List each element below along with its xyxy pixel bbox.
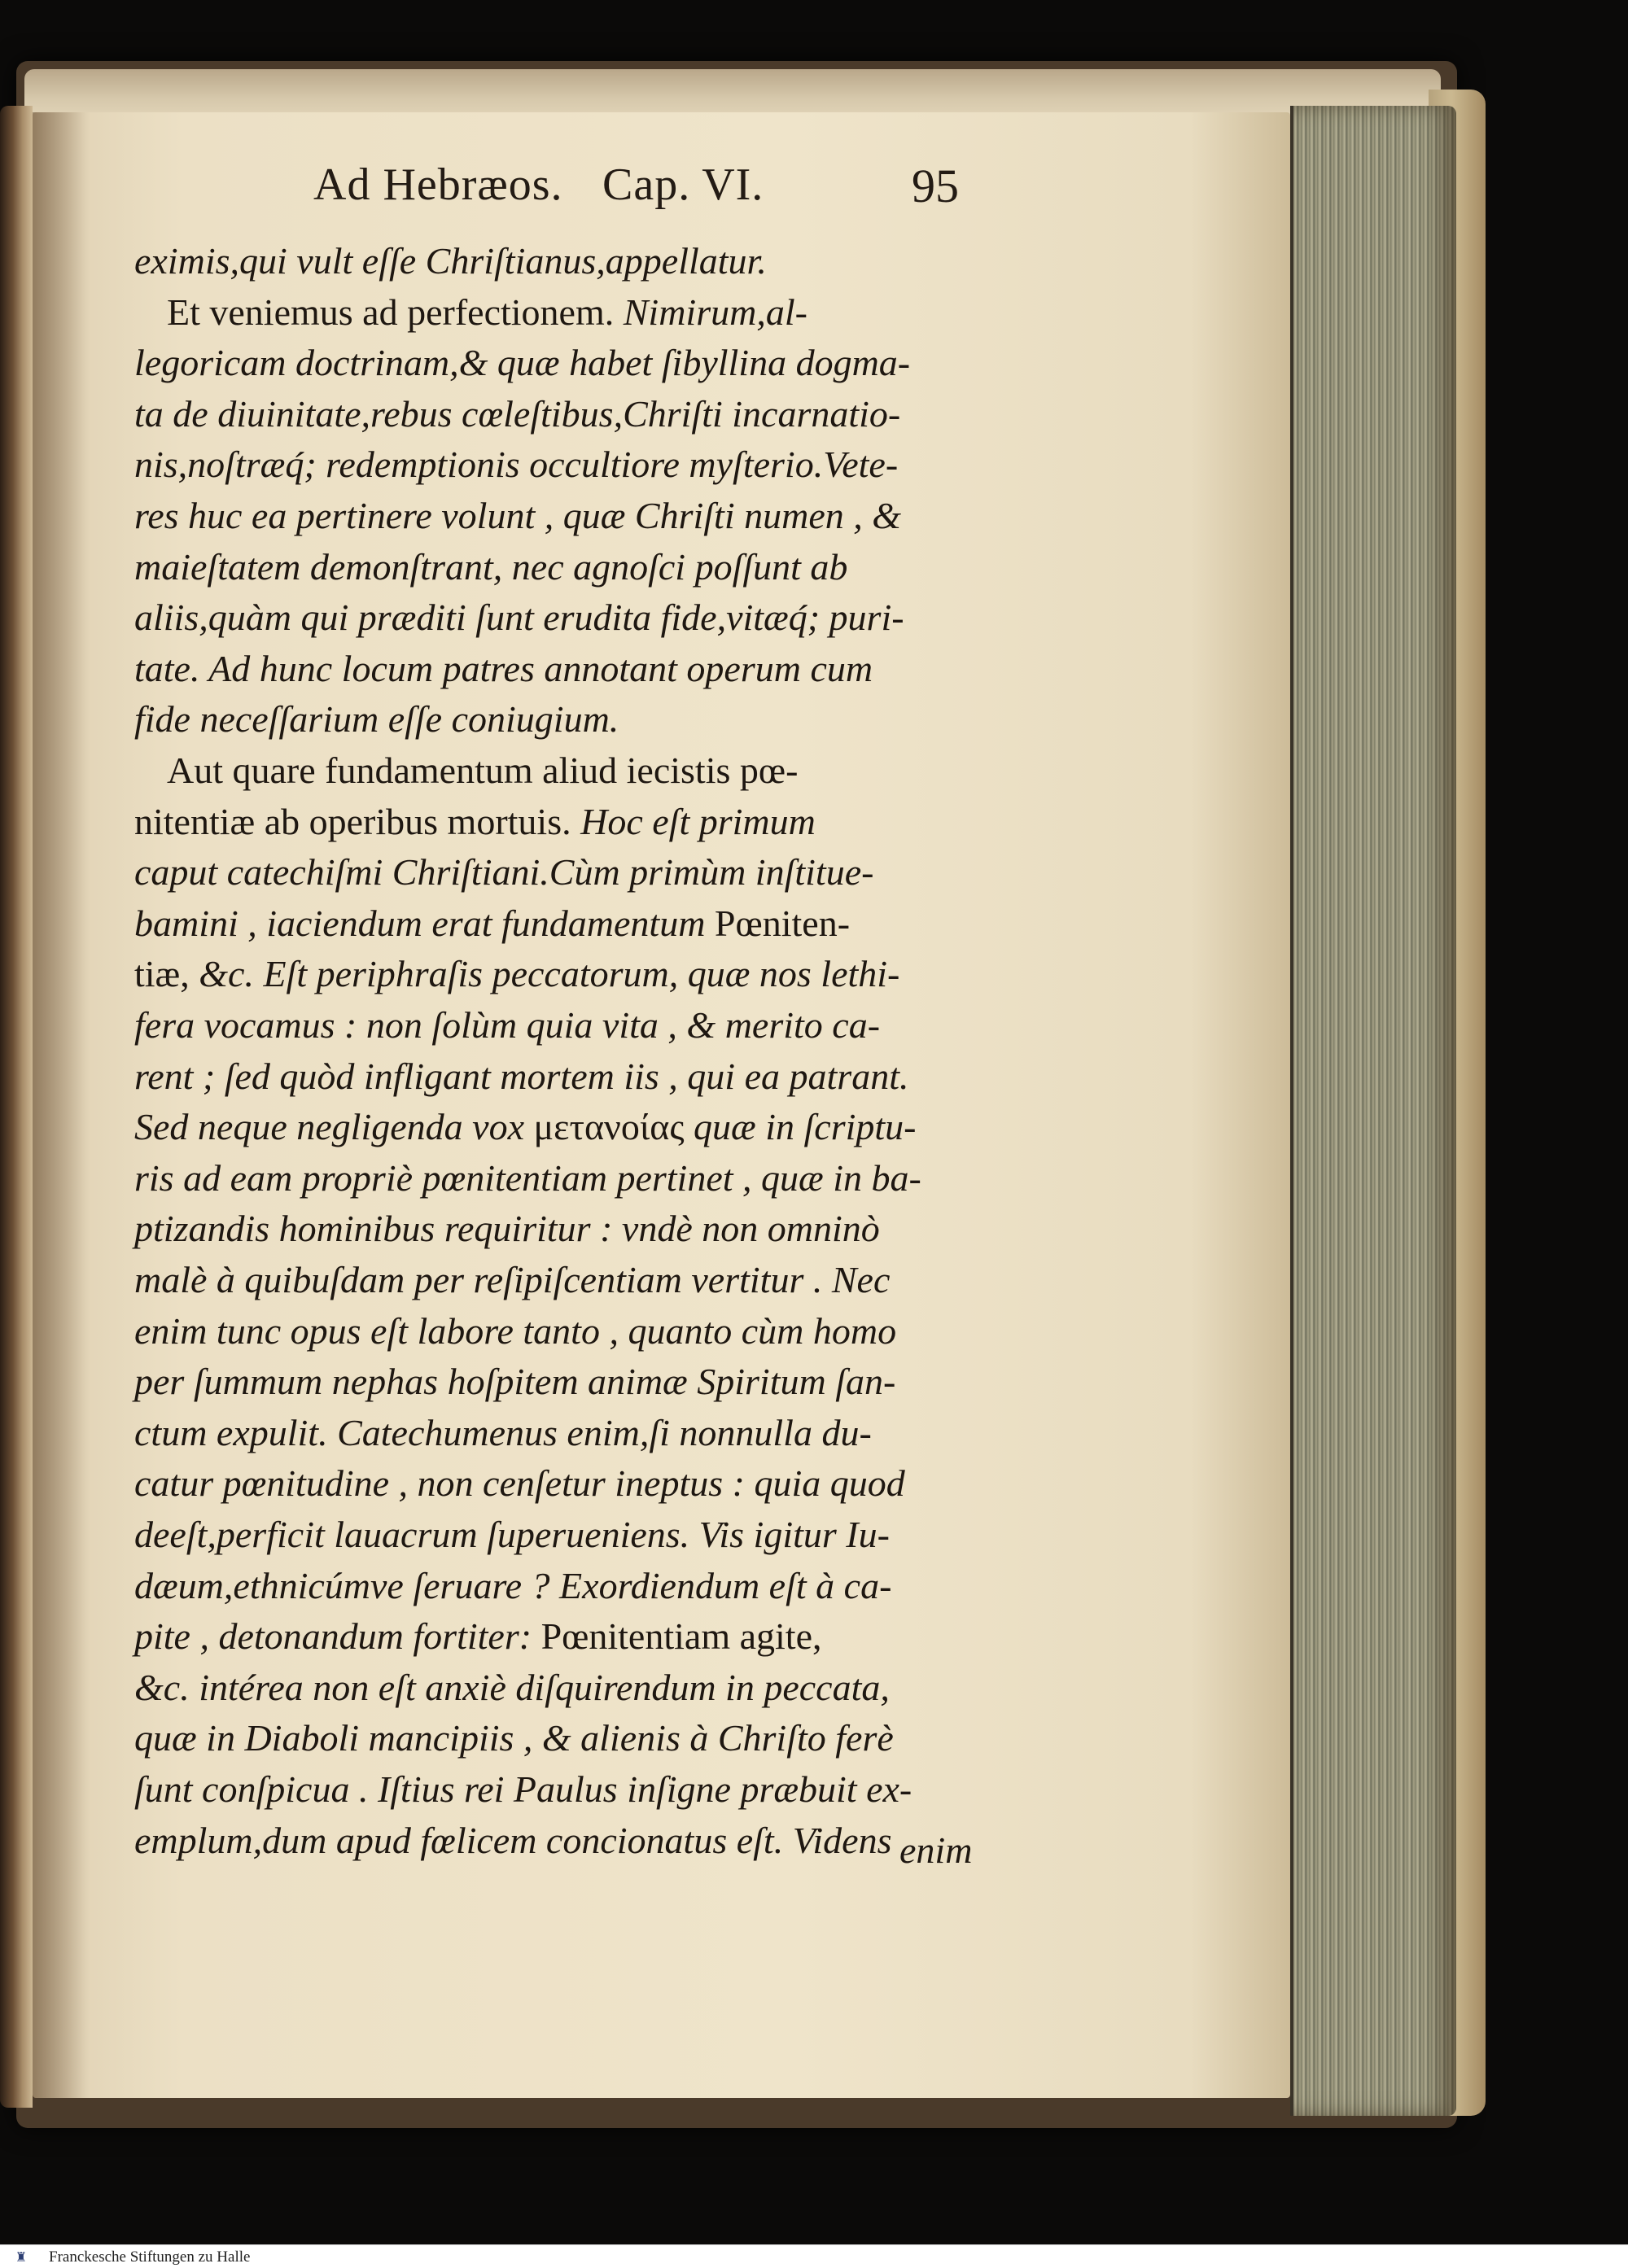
text-line bbox=[134, 592, 904, 643]
text-line bbox=[134, 1764, 912, 1815]
roman-segment: Pœniten- bbox=[714, 902, 851, 944]
folio-number: 95 bbox=[912, 160, 959, 212]
italic-segment: tate. Ad hunc locum patres annotant operum cum bbox=[134, 648, 873, 689]
running-head-title: Ad Hebræos. bbox=[313, 160, 563, 210]
italic-segment: catur pœnitudine , non cenſetur ineptus : quia quod bbox=[134, 1462, 905, 1504]
italic-segment: caput catechiſmi Chriſtiani.Cùm primùm inſtitue- bbox=[134, 851, 874, 893]
italic-segment: &c. Eſt periphraſis peccatorum, quæ nos lethi- bbox=[199, 953, 900, 994]
page-stack-edges bbox=[1290, 106, 1456, 2116]
italic-segment: quæ in Diaboli mancipiis , & alienis à Chriſto ferè bbox=[134, 1717, 894, 1759]
italic-segment: &c. intérea non eſt anxiè diſquirendum in peccata, bbox=[134, 1667, 890, 1708]
text-line bbox=[134, 1713, 894, 1763]
italic-segment: nis,noſtræq́; redemptionis occultiore myſterio.Vete- bbox=[134, 444, 899, 485]
text-line bbox=[134, 847, 873, 898]
text-line bbox=[167, 287, 807, 338]
italic-segment: ta de diuinitate,rebus cœleſtibus,Chriſti incarnatio- bbox=[134, 393, 901, 435]
text-line bbox=[134, 1306, 896, 1357]
italic-segment: rent ; ſed quòd infligant mortem iis , qui ea patrant. bbox=[134, 1055, 909, 1097]
text-line bbox=[134, 644, 873, 694]
footer-bar bbox=[0, 2244, 1628, 2268]
roman-segment: tiæ, bbox=[134, 953, 199, 994]
italic-segment: maieſtatem demonſtrant, nec agnoſci poſſunt ab bbox=[134, 546, 848, 588]
italic-segment: legoricam doctrinam,& quæ habet ſibyllina dogma- bbox=[134, 342, 911, 383]
italic-segment: res huc ea pertinere volunt , quæ Chriſti numen , & bbox=[134, 495, 902, 536]
italic-segment: Nimirum,al- bbox=[623, 291, 807, 333]
italic-segment: fide neceſſarium eſſe coniugium. bbox=[134, 698, 619, 740]
text-line bbox=[134, 1510, 890, 1560]
italic-segment: emplum,dum apud fœlicem concionatus eſt. Videns bbox=[134, 1820, 892, 1861]
text-line bbox=[134, 491, 901, 541]
text-line bbox=[134, 694, 619, 745]
text-line bbox=[134, 1816, 892, 1866]
text-line bbox=[134, 1204, 880, 1254]
text-line bbox=[134, 236, 767, 286]
franckesche-stiftungen-logo-icon: ♜ bbox=[15, 2249, 28, 2265]
text-line bbox=[134, 949, 899, 999]
italic-segment: fera vocamus : non ſolùm quia vita , & merito ca- bbox=[134, 1004, 881, 1046]
italic-segment: dæum,ethnicúmve ſeruare ? Exordiendum eſt à ca- bbox=[134, 1565, 892, 1606]
text-line bbox=[134, 1458, 905, 1509]
running-head-chapter: Cap. VI. bbox=[602, 160, 764, 210]
text-line bbox=[134, 389, 900, 439]
italic-segment: pite , detonandum fortiter: bbox=[134, 1615, 541, 1657]
left-page-edge bbox=[0, 106, 33, 2108]
roman-segment: μετανοίας bbox=[533, 1106, 685, 1147]
italic-segment: ctum expulit. Catechumenus enim,ſi nonnulla du- bbox=[134, 1412, 872, 1453]
text-line bbox=[134, 1255, 890, 1305]
roman-segment: nitentiæ ab operibus mortuis. bbox=[134, 801, 581, 842]
text-line bbox=[134, 898, 850, 949]
roman-segment: Pœnitentiam agite, bbox=[540, 1615, 822, 1657]
text-line bbox=[134, 1153, 921, 1204]
text-line bbox=[134, 1357, 895, 1407]
italic-segment: eximis,qui vult eſſe Chriſtianus,appellatur. bbox=[134, 240, 767, 282]
text-line bbox=[134, 338, 910, 388]
text-line bbox=[134, 1561, 891, 1611]
text-line bbox=[134, 1408, 872, 1458]
cover-top-edge bbox=[24, 69, 1441, 118]
roman-segment: Aut quare fundamentum aliud iecistis pœ- bbox=[167, 749, 799, 791]
text-line bbox=[134, 1663, 890, 1713]
footer-attribution: Franckesche Stiftungen zu Halle bbox=[49, 2248, 251, 2266]
running-head bbox=[313, 159, 989, 224]
italic-segment: per ſummum nephas hoſpitem animæ Spiritum ſan- bbox=[134, 1361, 896, 1402]
text-line bbox=[134, 1000, 880, 1051]
italic-segment: ſunt conſpicua . Iſtius rei Paulus inſigne præbuit ex- bbox=[134, 1768, 912, 1810]
text-line bbox=[134, 439, 898, 490]
italic-segment: enim tunc opus eſt labore tanto , quanto cùm homo bbox=[134, 1310, 897, 1352]
roman-segment: Et veniemus ad perfectionem. bbox=[167, 291, 624, 333]
text-line bbox=[167, 745, 798, 796]
text-line bbox=[134, 1051, 908, 1102]
gutter-shadow bbox=[33, 112, 90, 2098]
text-line bbox=[134, 1102, 917, 1152]
italic-segment: Hoc eſt primum bbox=[580, 801, 816, 842]
italic-segment: Sed neque negligenda vox bbox=[134, 1106, 534, 1147]
italic-segment: ris ad eam propriè pœnitentiam pertinet , quæ in ba- bbox=[134, 1157, 921, 1199]
catchword: enim bbox=[899, 1829, 973, 1871]
italic-segment: bamini , iaciendum erat fundamentum bbox=[134, 902, 715, 944]
text-line bbox=[134, 797, 816, 847]
italic-segment: malè à quibuſdam per reſipiſcentiam vertitur . Nec bbox=[134, 1259, 891, 1300]
text-line bbox=[134, 542, 847, 592]
italic-segment: ptizandis hominibus requiritur : vndè non omninò bbox=[134, 1208, 880, 1249]
italic-segment: aliis,quàm qui præditi ſunt erudita fide,vitæq́; puri- bbox=[134, 596, 904, 638]
text-line bbox=[134, 1611, 822, 1662]
italic-segment: deeſt,perficit lauacrum ſuperueniens. Vis igitur Iu- bbox=[134, 1514, 890, 1555]
italic-segment: quæ in ſcriptu- bbox=[684, 1106, 917, 1147]
